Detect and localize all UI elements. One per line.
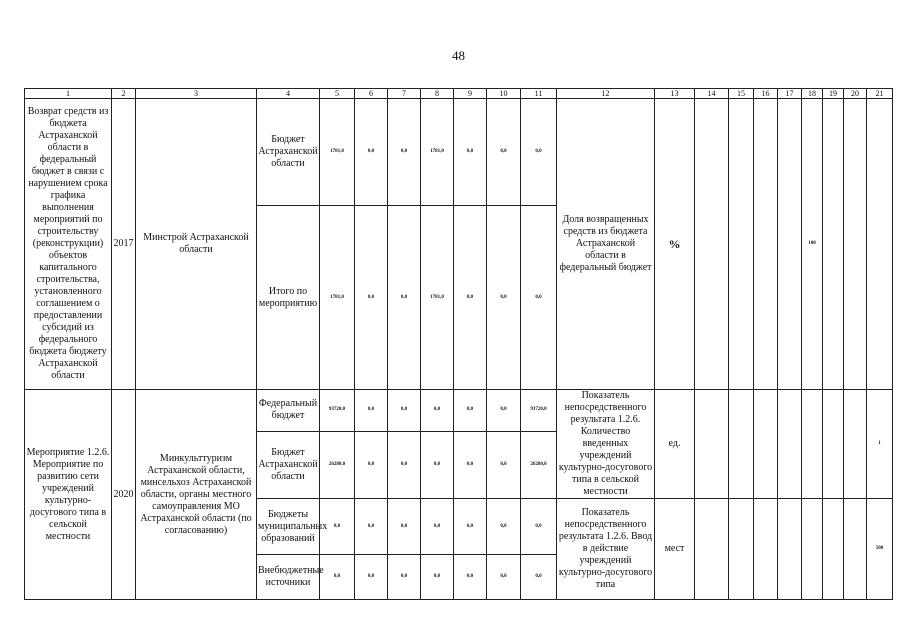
col-header: 8 (421, 89, 454, 99)
col-header: 13 (655, 89, 695, 99)
funding-source: Внебюджетные источники (257, 555, 320, 600)
target-value: 100 (802, 99, 823, 390)
col-header: 5 (320, 89, 355, 99)
indicator: Показатель непосредственного результата 1.2.6. Ввод в действие учреждений культурно-досугового типа (557, 499, 655, 600)
table-row (25, 99, 893, 206)
budget-table (24, 88, 893, 600)
empty-cell (695, 499, 729, 600)
amount-cell: 0,0 (388, 390, 421, 432)
empty-cell (695, 99, 729, 390)
event-year: 2017 (112, 99, 136, 390)
amount-cell: 0,0 (521, 206, 557, 390)
target-value: 500 (867, 499, 893, 600)
col-header: 9 (454, 89, 487, 99)
amount-cell: 0,0 (487, 99, 521, 206)
col-header: 11 (521, 89, 557, 99)
amount-cell: 1781,0 (421, 206, 454, 390)
col-header: 14 (695, 89, 729, 99)
funding-source: Бюджет Астраханской области (257, 99, 320, 206)
col-header: 17 (778, 89, 802, 99)
amount-cell: 0,0 (388, 99, 421, 206)
empty-cell (823, 99, 844, 390)
col-header: 1 (25, 89, 112, 99)
empty-cell (778, 99, 802, 390)
amount-cell: 0,0 (388, 431, 421, 498)
funding-source: Бюджеты муниципальных образований (257, 499, 320, 555)
event-name: Возврат средств из бюджета Астраханской области в федеральный бюджет в связи с нарушением срока графика выполнения мероприятий по строительству (реконструкции) объектов капитального строительства, установленного соглашением о предоставлении субсидий из федерального бюджета бюджету Астраханской области (25, 99, 112, 390)
amount-cell: 0,0 (421, 390, 454, 432)
funding-source: Бюджет Астраханской области (257, 431, 320, 498)
empty-cell (802, 499, 823, 600)
amount-cell: 0,0 (355, 431, 388, 498)
col-header: 12 (557, 89, 655, 99)
empty-cell (695, 390, 729, 499)
amount-cell: 0,0 (421, 499, 454, 555)
amount-cell: 0,0 (487, 555, 521, 600)
amount-cell: 0,0 (487, 431, 521, 498)
amount-cell: 0,0 (454, 499, 487, 555)
event-name: Мероприятие 1.2.6. Мероприятие по развитию сети учреждений культурно-досугового типа в сельской местности (25, 390, 112, 600)
col-header: 20 (844, 89, 867, 99)
amount-cell: 0,0 (355, 390, 388, 432)
amount-cell: 0,0 (355, 206, 388, 390)
amount-cell: 1781,0 (320, 206, 355, 390)
empty-cell (823, 390, 844, 499)
col-header: 21 (867, 89, 893, 99)
amount-cell: 0,0 (421, 431, 454, 498)
empty-cell (754, 499, 778, 600)
empty-cell (844, 499, 867, 600)
amount-cell: 0,0 (487, 390, 521, 432)
event-executor: Минкульттуризм Астраханской области, минсельхоз Астраханской области, органы местного самоуправления МО Астраханской области (по согласованию) (136, 390, 257, 600)
indicator: Показатель непосредственного результата 1.2.6. Количество введенных учреждений культурно-досугового типа в сельской местности (557, 390, 655, 499)
amount-cell: 93720,0 (521, 390, 557, 432)
col-header: 16 (754, 89, 778, 99)
header-row (25, 89, 893, 99)
amount-cell: 0,0 (388, 555, 421, 600)
indicator: Доля возвращенных средств из бюджета Астраханской области в федеральный бюджет (557, 99, 655, 390)
empty-cell (778, 390, 802, 499)
col-header: 4 (257, 89, 320, 99)
amount-cell: 0,0 (521, 499, 557, 555)
unit: мест (655, 499, 695, 600)
col-header: 15 (729, 89, 754, 99)
empty-cell (867, 99, 893, 390)
amount-cell: 0,0 (388, 206, 421, 390)
amount-cell: 1781,0 (320, 99, 355, 206)
empty-cell (778, 499, 802, 600)
empty-cell (844, 99, 867, 390)
amount-cell: 26280,0 (521, 431, 557, 498)
amount-cell: 0,0 (355, 555, 388, 600)
amount-cell: 0,0 (320, 499, 355, 555)
col-header: 6 (355, 89, 388, 99)
funding-source: Итого по мероприятию (257, 206, 320, 390)
empty-cell (823, 499, 844, 600)
amount-cell: 0,0 (388, 499, 421, 555)
amount-cell: 0,0 (454, 431, 487, 498)
col-header: 19 (823, 89, 844, 99)
col-header: 7 (388, 89, 421, 99)
target-value: 1 (867, 390, 893, 499)
amount-cell: 0,0 (454, 390, 487, 432)
amount-cell: 0,0 (421, 555, 454, 600)
amount-cell: 1781,0 (421, 99, 454, 206)
amount-cell: 0,0 (355, 99, 388, 206)
event-year: 2020 (112, 390, 136, 600)
empty-cell (802, 390, 823, 499)
table-row (25, 390, 893, 432)
amount-cell: 26280,0 (320, 431, 355, 498)
page-number: 48 (452, 48, 465, 63)
empty-cell (729, 390, 754, 499)
amount-cell: 0,0 (454, 99, 487, 206)
amount-cell: 0,0 (454, 206, 487, 390)
amount-cell: 0,0 (487, 499, 521, 555)
col-header: 10 (487, 89, 521, 99)
unit: % (655, 99, 695, 390)
empty-cell (729, 499, 754, 600)
empty-cell (729, 99, 754, 390)
empty-cell (844, 390, 867, 499)
empty-cell (754, 99, 778, 390)
amount-cell: 0,0 (521, 555, 557, 600)
amount-cell: 93720,0 (320, 390, 355, 432)
col-header: 2 (112, 89, 136, 99)
funding-source: Федеральный бюджет (257, 390, 320, 432)
amount-cell: 0,0 (454, 555, 487, 600)
col-header: 3 (136, 89, 257, 99)
unit: ед. (655, 390, 695, 499)
amount-cell: 0,0 (320, 555, 355, 600)
amount-cell: 0,0 (521, 99, 557, 206)
amount-cell: 0,0 (487, 206, 521, 390)
empty-cell (754, 390, 778, 499)
event-executor: Минстрой Астраханской области (136, 99, 257, 390)
amount-cell: 0,0 (355, 499, 388, 555)
col-header: 18 (802, 89, 823, 99)
